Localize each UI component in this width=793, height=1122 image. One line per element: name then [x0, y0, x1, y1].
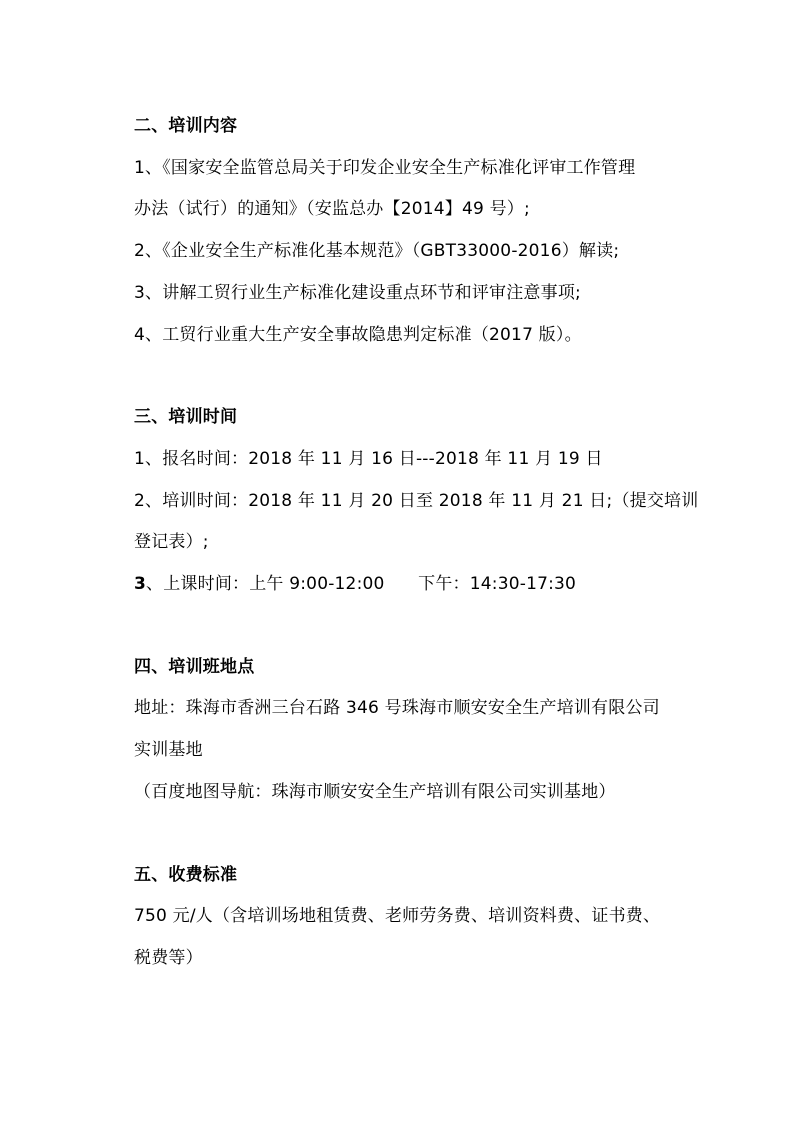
time-line-1: 1、报名时间：2018 年 11 月 16 日---2018 年 11 月 19 日 [134, 449, 603, 469]
time-line-2: 2、培训时间：2018 年 11 月 20 日至 2018 年 11 月 21 日;（提交培训 [134, 491, 699, 511]
section-heading-training-time: 三、培训时间 [134, 407, 238, 427]
section-heading-training-location: 四、培训班地点 [134, 657, 255, 677]
content-line-5: 4、工贸行业重大生产安全事故隐患判定标准（2017 版）。 [134, 325, 582, 345]
fees-line-1: 750 元/人（含培训场地租赁费、老师劳务费、培训资料费、证书费、 [134, 906, 661, 926]
section-heading-training-content: 二、培训内容 [134, 116, 238, 136]
class-time-text: 、上课时间：上午 9:00-12:00 下午：14:30-17:30 [146, 574, 577, 594]
content-line-2: 办法（试行）的通知》（安监总办【2014】49 号）; [134, 199, 530, 219]
location-line-1: 地址：珠海市香洲三台石路 346 号珠海市顺安安全生产培训有限公司 [134, 698, 660, 718]
time-line-3: 登记表）; [134, 532, 209, 552]
fees-line-2: 税费等） [134, 948, 203, 968]
time-line-class-hours [134, 573, 576, 595]
content-line-3: 2、《企业安全生产标准化基本规范》（GBT33000-2016）解读; [134, 241, 620, 261]
location-line-2: 实训基地 [134, 740, 203, 760]
content-line-4: 3、讲解工贸行业生产标准化建设重点环节和评审注意事项; [134, 283, 581, 303]
section-heading-fees: 五、收费标准 [134, 865, 238, 885]
class-time-number: 3 [134, 574, 147, 594]
content-line-1: 1、《国家安全监管总局关于印发企业安全生产标准化评审工作管理 [134, 158, 636, 178]
location-line-3: （百度地图导航：珠海市顺安安全生产培训有限公司实训基地） [134, 782, 616, 802]
